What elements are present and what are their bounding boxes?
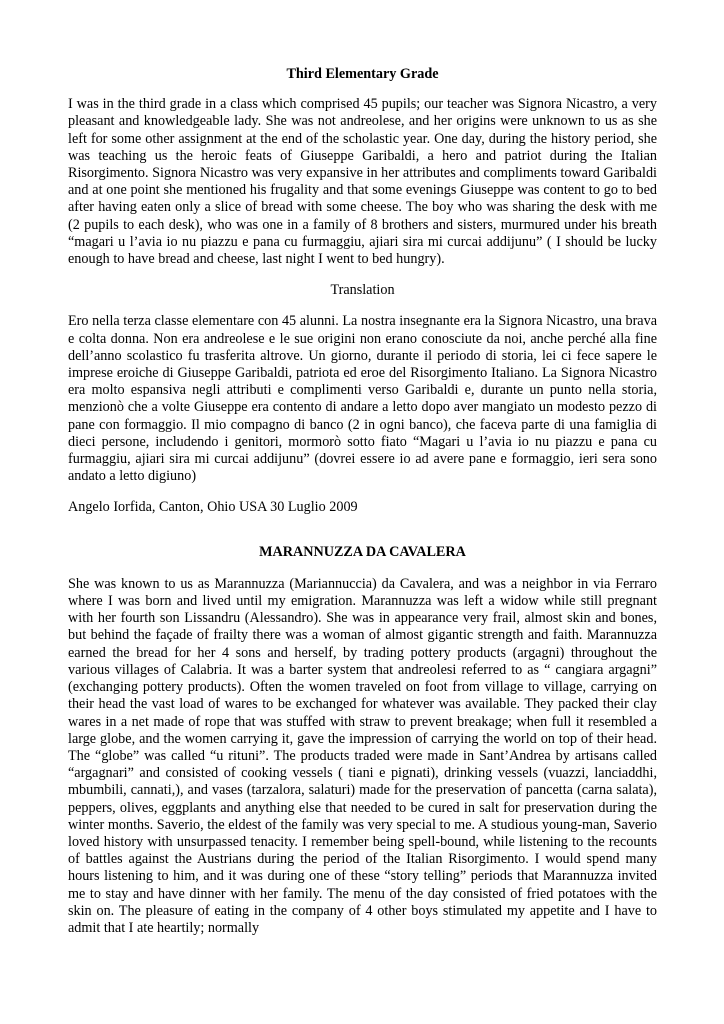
document-page (68, 66, 657, 937)
translation-heading: Translation (330, 282, 395, 299)
marannuzza-paragraph: She was known to us as Marannuzza (Mariannuccia) da Cavalera, and was a neighbor in via Ferraro where I was born and lived until my emigration. Marannuzza was left a widow while still pregnant with her fourth son Lissandru (Alessandro). She was in appearance very frail, almost skin and bones, but behind the façade of frailty there was a woman of almost gigantic strength and faith. Marannuzza earned the bread for her 4 sons and herself, by trading pottery products (argagni) throughout the various villages of Calabria. It was a barter system that andreolesi referred to as “ cangiara argagni” (exchanging pottery products). Often the women traveled on foot from village to village, carrying on their head the vast load of wares to be exchanged for whatever was available. They packed their clay wares in a net made of rope that was stuffed with straw to prevent breakage; when full it resembled a large globe, and the women carrying it, gave the impression of carrying the world on top of their head. The “globe” was called “u rituni”. The products traded were made in Sant’Andrea by artisans called “argagnari” and consisted of cooking vessels ( tiani e pignati), drinking vessels (vuazzi, lanciaddhi, mbumbili, cannati,), and vases (tarzalora, salaturi) made for the preservation of pancetta (carna salata), peppers, olives, eggplants and anything else that needed to be cured in salt for preservation during the winter months. Saverio, the eldest of the family was very special to me. A studious young-man, Saverio loved history with unsurpassed tenacity. I remember being spell-bound, while listening to the recounts of battles against the Austrians during the period of the Italian Risorgimento. I would spend many hours listening to him, and it was during one of these “story telling” periods that Marannuzza invited me to stay and have dinner with her family. The menu of the day consisted of fried potatoes with the skin on. The pleasure of eating in the company of 4 other boys stimulated my appetite and I have to admit that I ate heartily; normally (68, 575, 657, 936)
section-title-marannuzza: MARANNUZZA DA CAVALERA (259, 543, 466, 560)
story-paragraph-italian: Ero nella terza classe elementare con 45 alunni. La nostra insegnante era la Signora Nicastro, una brava e colta donna. Non era andreolese e le sue origini non erano conosciute da noi, anche perché alla fine dell’anno scolastico fu trasferita altrove. Un giorno, durante il periodo di storia, lei ci fece sapere le imprese eroiche di Giuseppe Garibaldi, patriota ed eroe del Risorgimento Italiano. La Signora Nicastro era molto espansiva negli attributi e complimenti verso Garibaldi e, durante un punto nella storia, menzionò che a volte Giuseppe era contento di andare a letto dopo aver mangiato un modesto pezzo di pane con formaggio. Il mio compagno di banco (2 in ogni banco), che faceva parte di una famiglia di dieci persone, includendo i genitori, mormorò sotto fiato “Magari u l’avia io nu piazzu e pana cu furmaggiu, ajiari sira mi curcai addijunu” (dovrei essere io ad avere pane e formaggio, ieri sera sono andato a letto digiuno) (68, 313, 657, 485)
story-paragraph-english: I was in the third grade in a class which comprised 45 pupils; our teacher was Signora Nicastro, a very pleasant and knowledgeable lady. She was not andreolese, and her origins were unknown to us as she left for some other assignment at the end of the scholastic year. One day, during the history period, she was teaching us the heroic feats of Giuseppe Garibaldi, a hero and patriot during the Italian Risorgimento. Signora Nicastro was very expansive in her attributes and compliments toward Garibaldi and at one point she mentioned his frugality and that some evenings Giuseppe was content to go to bed after having eaten only a slice of bread with some cheese. The boy who was sharing the desk with me (2 pupils to each desk), who was one in a family of 8 brothers and sisters, murmured under his breath “magari u l’avia io nu piazzu e pana cu furmaggiu, ajiari sira mi curcai addijunu” ( I should be lucky enough to have bread and cheese, last night I went to bed hungry). (68, 96, 657, 268)
author-signature-line: Angelo Iorfida, Canton, Ohio USA 30 Luglio 2009 (68, 499, 358, 516)
section-title-third-grade: Third Elementary Grade (286, 66, 439, 82)
